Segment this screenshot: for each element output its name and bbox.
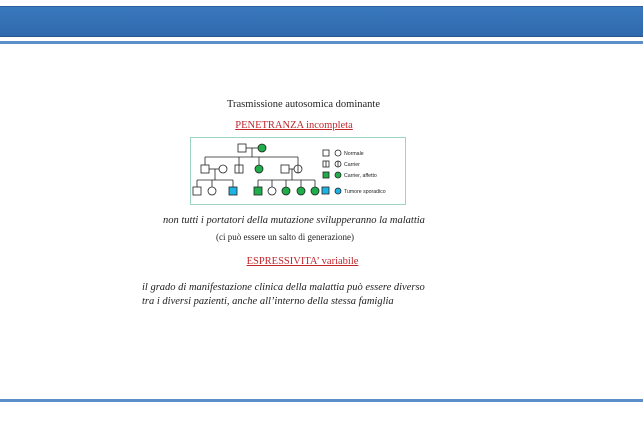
footer-divider — [0, 399, 643, 402]
pedigree-gen2-female-1 — [219, 165, 227, 173]
pedigree-gen2-female-affected — [255, 165, 263, 173]
slide-title: Trasmissione autosomica dominante — [226, 99, 380, 110]
espressivita-heading: ESPRESSIVITA’ variabile — [246, 256, 359, 267]
pedigree-gen1-female-affected — [258, 144, 266, 152]
pedigree-gen3-female-affected-3 — [311, 187, 319, 195]
legend-sporadic-label: Tumore sporadico — [344, 189, 386, 195]
pedigree-gen3-female-affected-2 — [297, 187, 305, 195]
header-bar — [0, 6, 643, 37]
pedigree-gen2-male-1 — [201, 165, 209, 173]
pedigree-gen3-male-1 — [193, 187, 201, 195]
legend-affected-label: Carrier, affetto — [344, 173, 377, 179]
legend-affected-circle — [335, 172, 341, 178]
legend-sporadic-circle — [335, 188, 341, 194]
pedigree-gen3-female-affected-1 — [282, 187, 290, 195]
pedigree-gen1-male — [238, 144, 246, 152]
legend-carrier-label: Carrier — [344, 162, 360, 168]
legend-normal-circle — [335, 150, 341, 156]
pedigree-gen2-male-2 — [281, 165, 289, 173]
pedigree-gen3-male-sporadic — [229, 187, 237, 195]
penetranza-heading: PENETRANZA incompleta — [235, 120, 353, 131]
pedigree-gen3-female-2 — [268, 187, 276, 195]
pedigree-gen3-male-sporadic-2 — [322, 187, 329, 194]
espressivita-text-1: il grado di manifestazione clinica della malattia può essere diverso — [142, 282, 425, 293]
header-divider — [0, 41, 643, 44]
espressivita-text-2: tra i diversi pazienti, anche all’interno della stessa famiglia — [142, 296, 394, 307]
pedigree-gen3-female-1 — [208, 187, 216, 195]
legend-normal-label: Normale — [344, 151, 364, 157]
pedigree-gen3-male-affected — [254, 187, 262, 195]
legend-affected-square — [323, 172, 329, 178]
penetranza-text-2: (ci può essere un salto di generazione) — [216, 232, 354, 242]
pedigree-diagram — [190, 137, 406, 205]
penetranza-text-1: non tutti i portatori della mutazione svilupperanno la malattia — [163, 215, 425, 226]
legend-normal-square — [323, 150, 329, 156]
